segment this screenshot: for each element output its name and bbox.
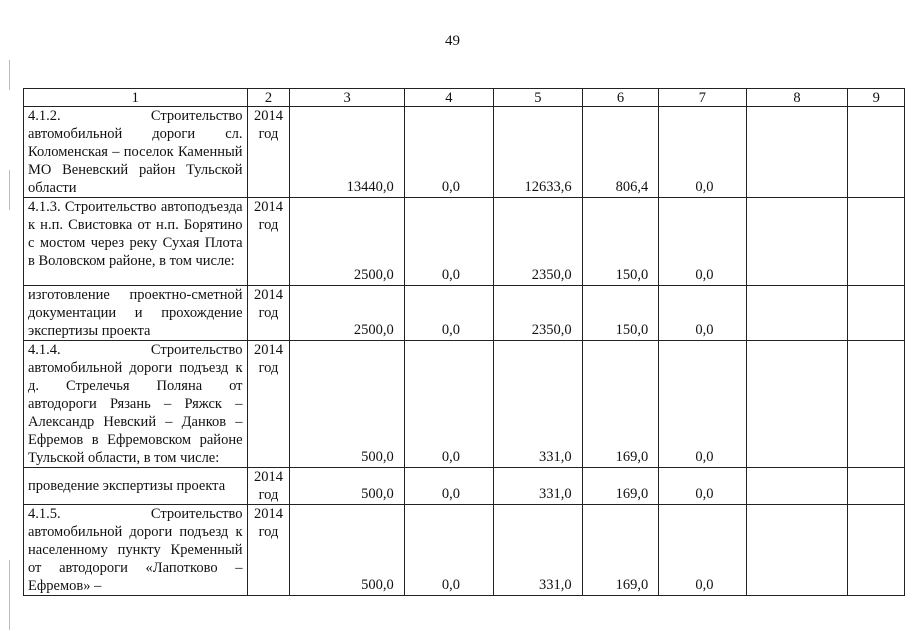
row-value-col8: [746, 468, 848, 505]
row-value-col4: 0,0: [404, 286, 493, 341]
row-value-col5: 12633,6: [493, 107, 582, 198]
header-cell-5: 5: [493, 89, 582, 107]
header-cell-9: 9: [848, 89, 905, 107]
row-value-col9: [848, 286, 905, 341]
row-value-col6: 169,0: [582, 341, 659, 468]
row-value-col5: 331,0: [493, 468, 582, 505]
row-value-col3: 2500,0: [290, 286, 404, 341]
row-value-col9: [848, 505, 905, 596]
row-value-col4: 0,0: [404, 468, 493, 505]
row-value-col8: [746, 198, 848, 286]
row-value-col8: [746, 341, 848, 468]
row-value-col7: 0,0: [659, 468, 746, 505]
row-value-col4: 0,0: [404, 198, 493, 286]
row-value-col5: 331,0: [493, 341, 582, 468]
header-cell-6: 6: [582, 89, 659, 107]
row-value-col5: 331,0: [493, 505, 582, 596]
row-year: 2014 год: [247, 341, 290, 468]
row-value-col7: 0,0: [659, 341, 746, 468]
row-value-col6: 150,0: [582, 198, 659, 286]
row-value-col7: 0,0: [659, 107, 746, 198]
row-value-col3: 500,0: [290, 341, 404, 468]
row-value-col6: 169,0: [582, 468, 659, 505]
table-header-row: [24, 89, 905, 107]
row-year: 2014 год: [247, 198, 290, 286]
header-cell-2: 2: [247, 89, 290, 107]
header-cell-7: 7: [659, 89, 746, 107]
row-value-col9: [848, 341, 905, 468]
budget-table: [23, 88, 905, 596]
row-value-col3: 500,0: [290, 468, 404, 505]
row-value-col4: 0,0: [404, 107, 493, 198]
row-value-col5: 2350,0: [493, 198, 582, 286]
table-row: [24, 341, 905, 468]
row-value-col9: [848, 468, 905, 505]
row-value-col5: 2350,0: [493, 286, 582, 341]
table-row: [24, 286, 905, 341]
row-value-col4: 0,0: [404, 505, 493, 596]
row-description: 4.1.3. Строительство автоподъезда к н.п. Свистовка от н.п. Борятино с мостом через реку Сухая Плота в Воловском районе, в том числе:: [24, 198, 248, 286]
row-value-col3: 2500,0: [290, 198, 404, 286]
margin-mark-middle: [9, 170, 10, 210]
row-description: 4.1.5. Строительство автомобильной дороги подъезд к населенному пункту Кременный от автодороги «Лапотково – Ефремов» –: [24, 505, 248, 596]
row-description: 4.1.2. Строительство автомобильной дороги сл. Коломенская – поселок Каменный МО Веневский район Тульской области: [24, 107, 248, 198]
row-description: 4.1.4. Строительство автомобильной дороги подъезд к д. Стрелечья Поляна от автодороги Рязань – Ряжск – Александр Невский – Данков – Ефремов в Ефремовском районе Тульской области, в том числе:: [24, 341, 248, 468]
margin-mark-bottom: [9, 560, 10, 630]
row-value-col8: [746, 286, 848, 341]
header-cell-1: 1: [24, 89, 248, 107]
row-value-col7: 0,0: [659, 286, 746, 341]
row-year: 2014 год: [247, 286, 290, 341]
row-value-col4: 0,0: [404, 341, 493, 468]
row-value-col9: [848, 107, 905, 198]
row-value-col3: 500,0: [290, 505, 404, 596]
row-value-col9: [848, 198, 905, 286]
header-cell-3: 3: [290, 89, 404, 107]
row-year: 2014 год: [247, 505, 290, 596]
row-value-col6: 150,0: [582, 286, 659, 341]
row-year: 2014 год: [247, 468, 290, 505]
row-value-col7: 0,0: [659, 198, 746, 286]
table-row: [24, 198, 905, 286]
header-cell-4: 4: [404, 89, 493, 107]
row-description: проведение экспертизы проекта: [24, 468, 248, 505]
row-year: 2014 год: [247, 107, 290, 198]
row-value-col6: 169,0: [582, 505, 659, 596]
row-description: изготовление проектно-сметной документации и прохождение экспертизы проекта: [24, 286, 248, 341]
page-number: 49: [445, 33, 460, 49]
row-value-col7: 0,0: [659, 505, 746, 596]
table-row: [24, 505, 905, 596]
row-value-col6: 806,4: [582, 107, 659, 198]
header-cell-8: 8: [746, 89, 848, 107]
row-value-col8: [746, 107, 848, 198]
margin-mark-top: [9, 60, 10, 90]
table-row: [24, 468, 905, 505]
row-value-col3: 13440,0: [290, 107, 404, 198]
table-row: [24, 107, 905, 198]
row-value-col8: [746, 505, 848, 596]
